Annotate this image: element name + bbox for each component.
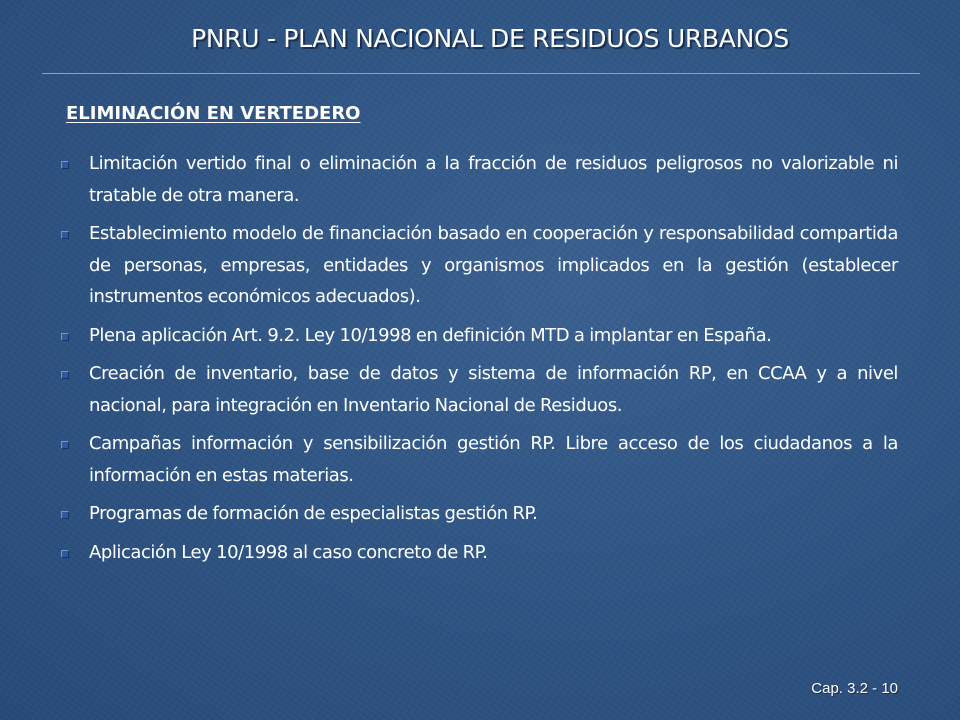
square-bullet-icon xyxy=(61,550,69,558)
list-item xyxy=(60,148,898,211)
list-item xyxy=(60,498,898,530)
list-item-text: Limitación vertido final o eliminación a la fracción de residuos peligrosos no valorizable ni tratable de otra manera. xyxy=(89,153,898,206)
list-item xyxy=(60,358,898,421)
list-item-text: Programas de formación de especialistas gestión RP. xyxy=(89,503,538,524)
square-bullet-icon xyxy=(61,161,69,169)
title-divider xyxy=(42,73,920,74)
square-bullet-icon xyxy=(61,441,69,449)
slide-number: Cap. 3.2 - 10 xyxy=(811,680,898,697)
list-item-text: Campañas información y sensibilización gestión RP. Libre acceso de los ciudadanos a la información en estas materias. xyxy=(89,433,898,486)
list-item xyxy=(60,218,898,313)
list-item xyxy=(60,537,898,569)
list-item xyxy=(60,428,898,491)
section-heading: ELIMINACIÓN EN VERTEDERO xyxy=(66,103,361,124)
list-item xyxy=(60,320,898,352)
bullet-list xyxy=(60,148,898,575)
square-bullet-icon xyxy=(61,511,69,519)
list-item-text: Plena aplicación Art. 9.2. Ley 10/1998 en definición MTD a implantar en España. xyxy=(89,324,772,346)
square-bullet-icon xyxy=(61,231,69,239)
list-item-text: Establecimiento modelo de financiación basado en cooperación y responsabilidad compartida de personas, empresas, entidades y organismos implicados en la gestión (establecer instrumentos económicos adecuados). xyxy=(89,223,898,307)
slide-title: PNRU - PLAN NACIONAL DE RESIDUOS URBANOS xyxy=(191,24,789,53)
list-item-text: Creación de inventario, base de datos y sistema de información RP, en CCAA y a nivel nacional, para integración en Inventario Nacional de Residuos. xyxy=(89,363,898,416)
square-bullet-icon xyxy=(61,333,69,341)
square-bullet-icon xyxy=(61,371,69,379)
list-item-text: Aplicación Ley 10/1998 al caso concreto de RP. xyxy=(89,541,488,563)
